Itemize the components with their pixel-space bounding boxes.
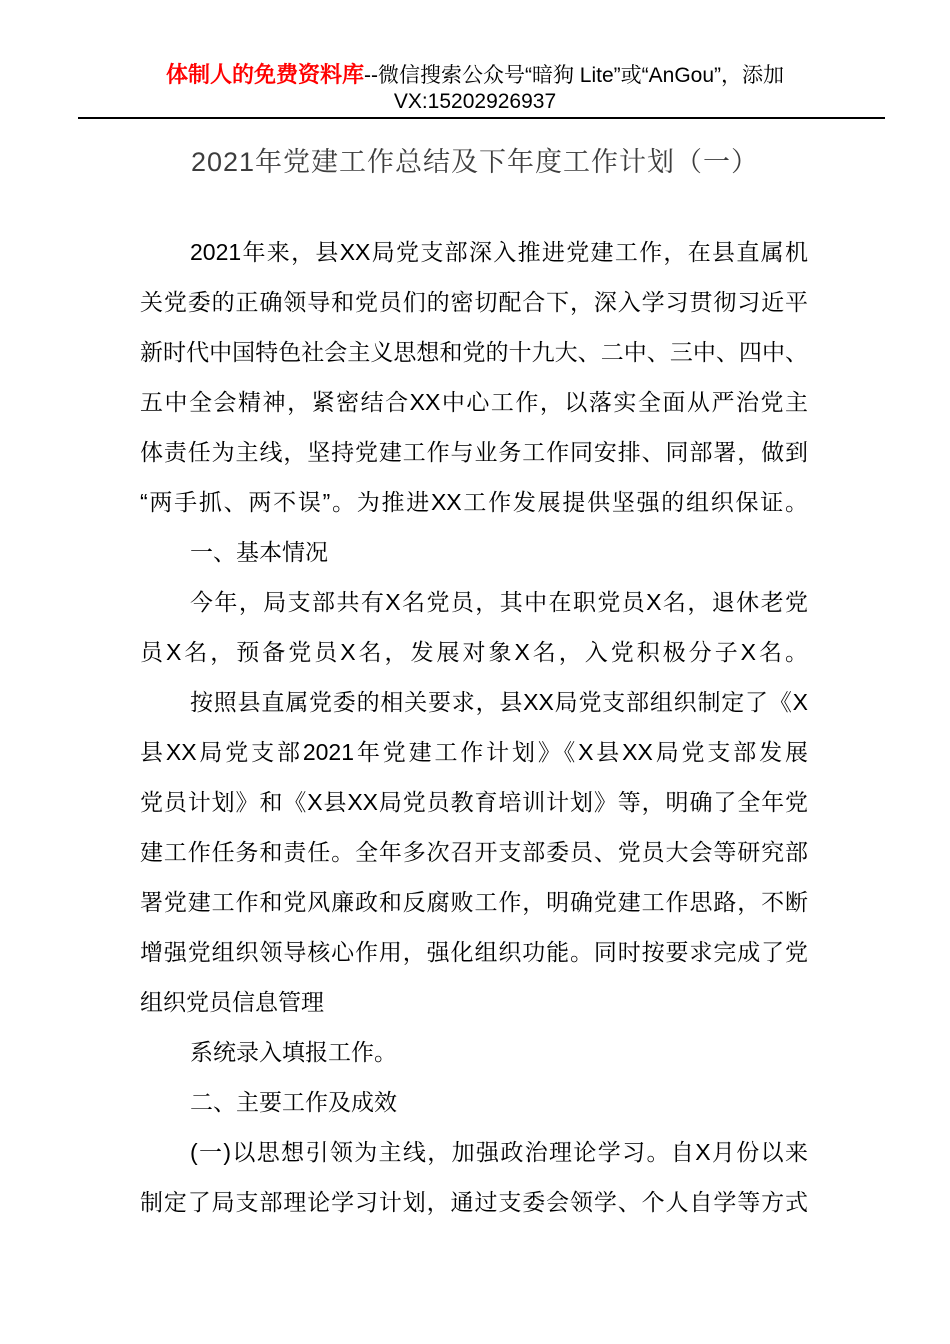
body-text-line: (一)以思想引领为主线，加强政治理论学习。自X月份以来 bbox=[190, 1139, 808, 1165]
body-text-line: 增强党组织领导核心作用，强化组织功能。同时按要求完成了党 bbox=[140, 939, 808, 965]
body-text-line: 关党委的正确领导和党员们的密切配合下，深入学习贯彻习近平 bbox=[140, 289, 808, 315]
body-text-line: 系统录入填报工作。 bbox=[190, 1039, 397, 1065]
body-text-line: 一、基本情况 bbox=[190, 539, 328, 565]
body-text-line: 员X名，预备党员X名，发展对象X名，入党积极分子X名。 bbox=[140, 639, 808, 665]
document-title: 2021年党建工作总结及下年度工作计划（一） bbox=[190, 147, 760, 177]
header-promo-text: --微信搜索公众号“暗狗 Lite”或“AnGou”，添加 bbox=[363, 64, 785, 87]
page-header bbox=[0, 0, 950, 89]
header-vx-number: VX:15202926937 bbox=[393, 90, 557, 113]
header-brand-text: 体制人的免费资料库 bbox=[165, 62, 364, 87]
body-text-line: 2021年来，县XX局党支部深入推进党建工作，在县直属机 bbox=[190, 239, 808, 265]
body-text-line: 制定了局支部理论学习计划，通过支委会领学、个人自学等方式 bbox=[140, 1189, 808, 1215]
body-text-line: 体责任为主线，坚持党建工作与业务工作同安排、同部署，做到 bbox=[140, 439, 808, 465]
body-text-line: 署党建工作和党风廉政和反腐败工作，明确党建工作思路，不断 bbox=[140, 889, 808, 915]
body-text-line: 党员计划》和《X县XX局党员教育培训计划》等，明确了全年党 bbox=[140, 789, 808, 815]
body-text-line: 按照县直属党委的相关要求，县XX局党支部组织制定了《X bbox=[190, 689, 808, 715]
body-text-line: “两手抓、两不误”。为推进XX工作发展提供坚强的组织保证。 bbox=[140, 489, 808, 515]
body-text-line: 二、主要工作及成效 bbox=[190, 1089, 397, 1115]
document-body bbox=[140, 227, 808, 1227]
body-text-line: 建工作任务和责任。全年多次召开支部委员、党员大会等研究部 bbox=[140, 839, 808, 865]
body-text-line: 五中全会精神，紧密结合XX中心工作，以落实全面从严治党主 bbox=[140, 389, 808, 415]
body-text-line: 今年，局支部共有X名党员，其中在职党员X名，退休老党 bbox=[190, 589, 808, 615]
body-text-line: 新时代中国特色社会主义思想和党的十九大、二中、三中、四中、 bbox=[140, 339, 808, 365]
body-text-line: 组织党员信息管理 bbox=[140, 989, 324, 1015]
header-divider-line bbox=[78, 117, 885, 119]
body-text-line: 县XX局党支部2021年党建工作计划》《X县XX局党支部发展 bbox=[140, 739, 808, 765]
